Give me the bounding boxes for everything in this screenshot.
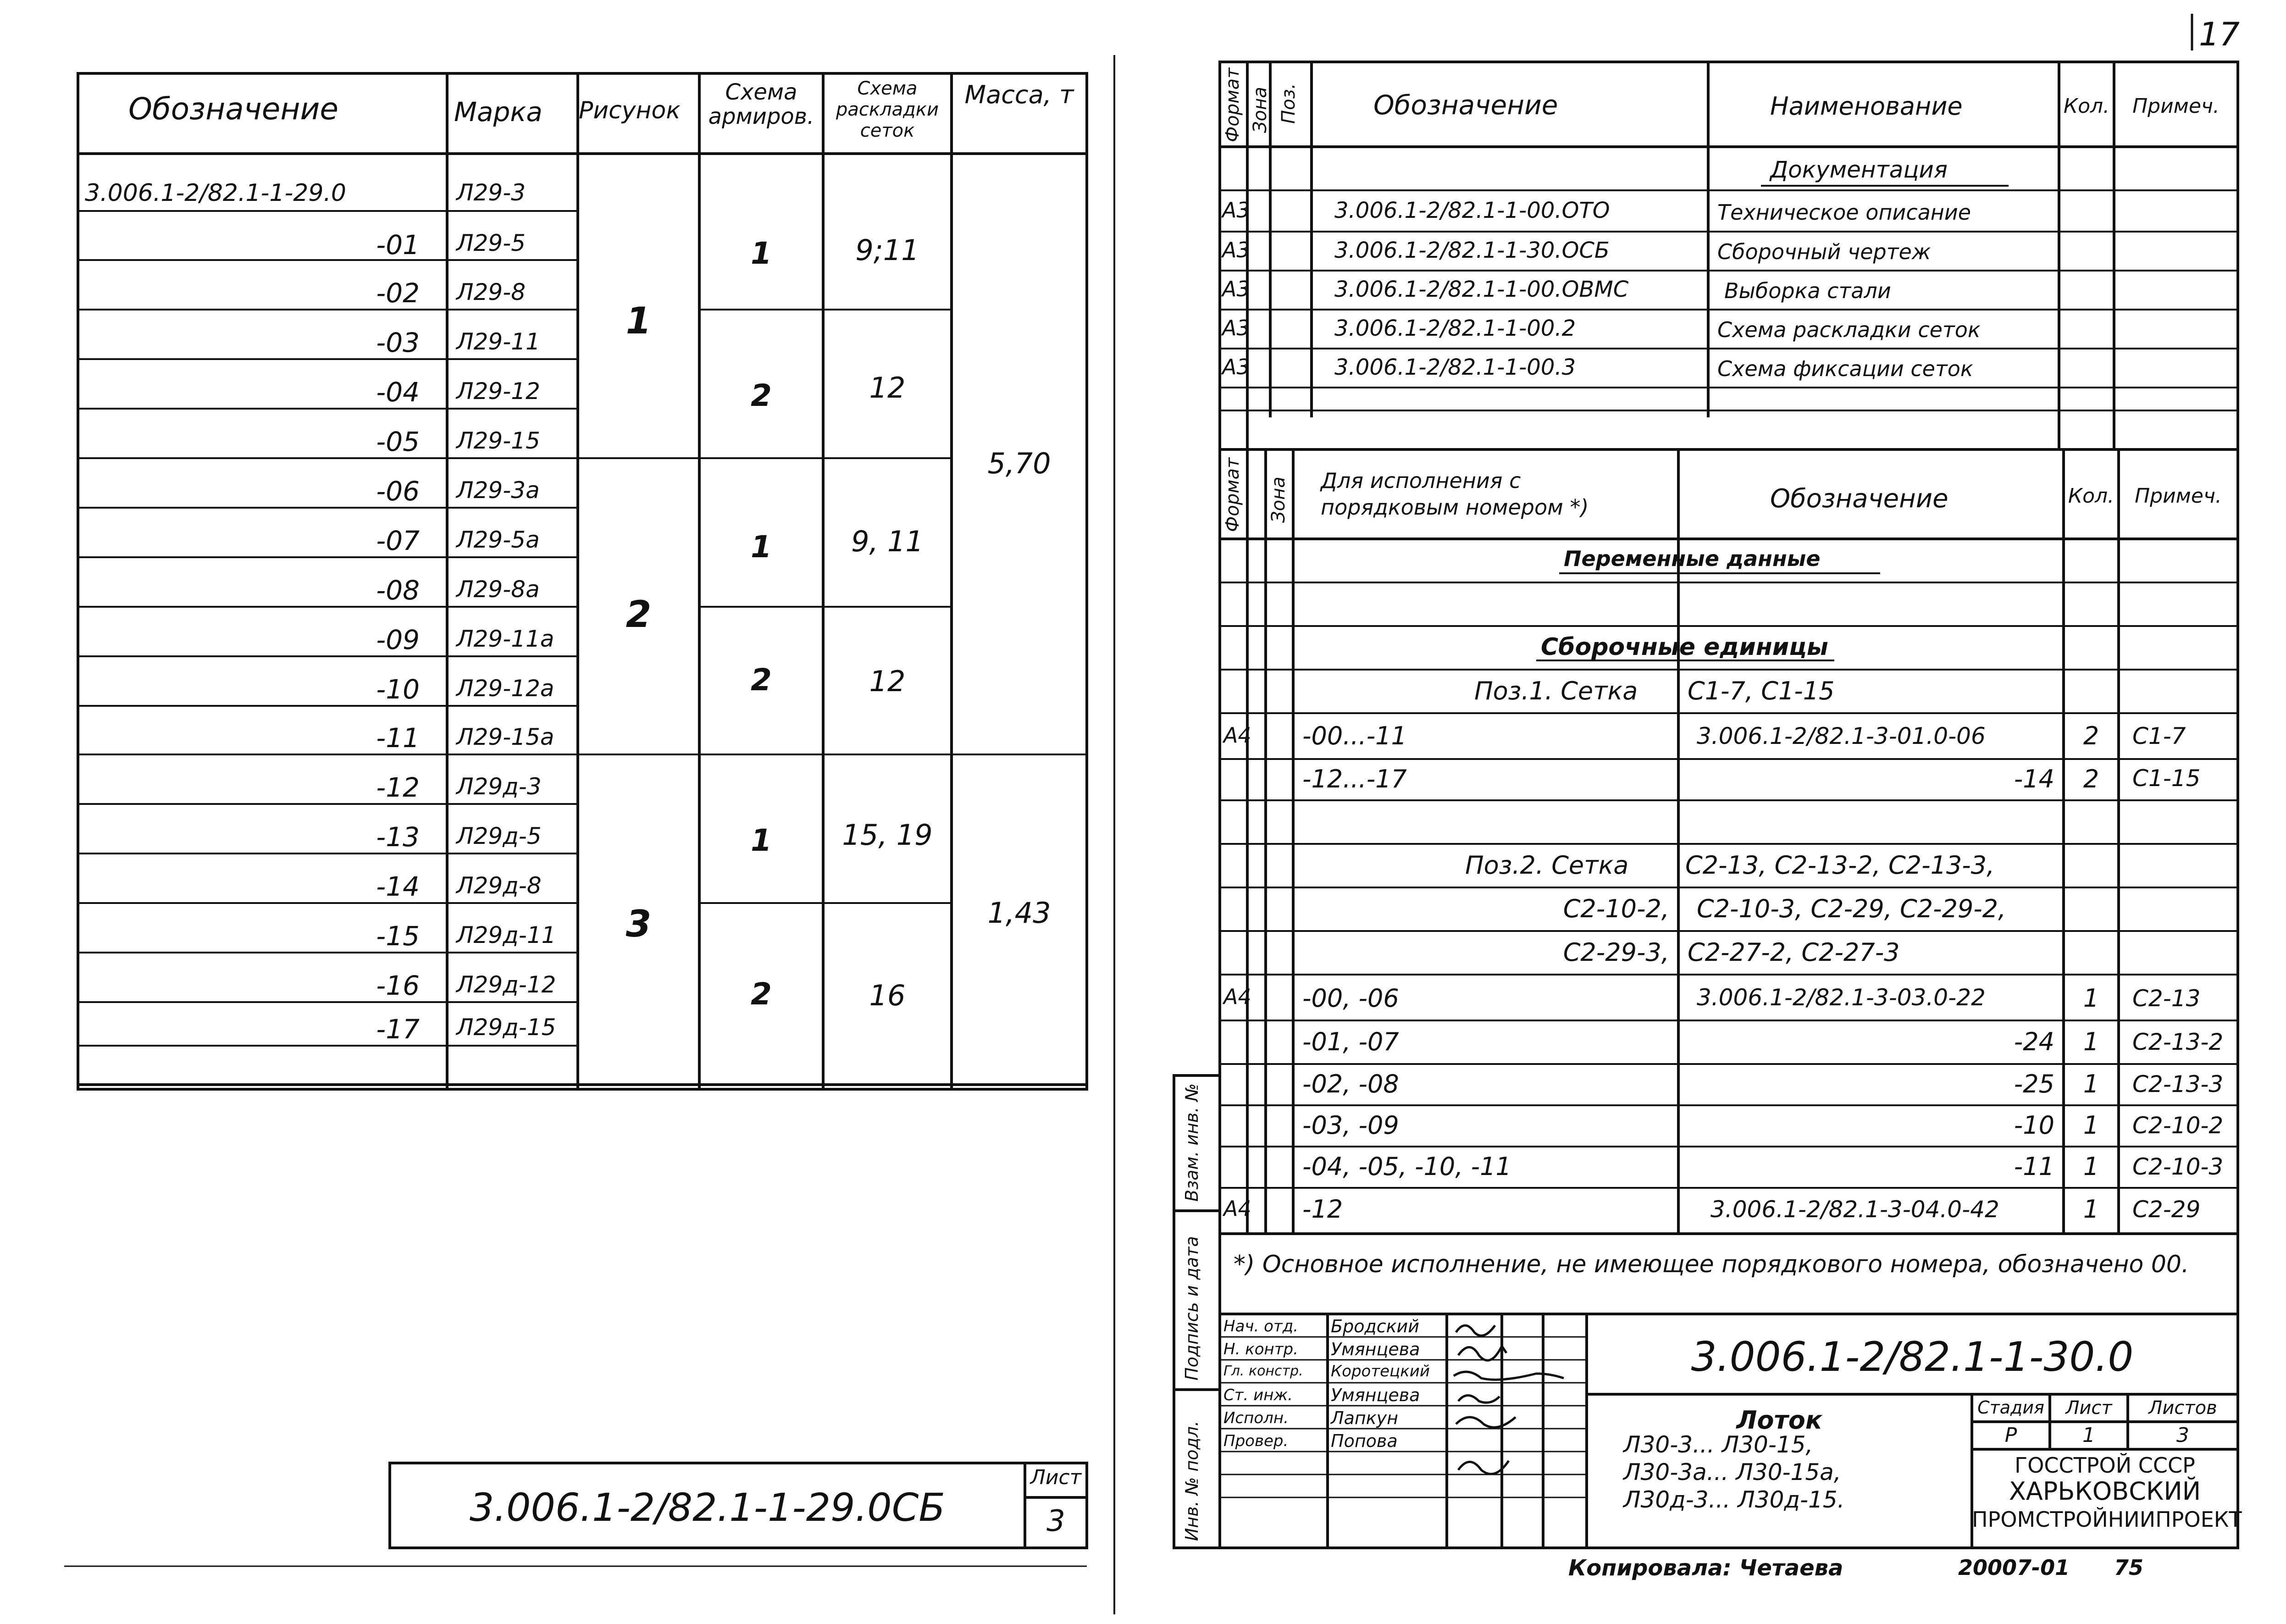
signer-name: Лапкун: [1331, 1408, 1398, 1428]
row-designation: -24: [2014, 1027, 2054, 1056]
left-stamp-code: 3.006.1-2/82.1-1-29.0СБ: [469, 1485, 946, 1530]
header-name: Наименование: [1770, 92, 1963, 121]
signer-role: Ст. инж.: [1223, 1386, 1293, 1404]
row-qty: 1: [2083, 1027, 2099, 1056]
row-exec: -02, -08: [1302, 1070, 1399, 1098]
row-note: С2-10-3: [2132, 1153, 2224, 1180]
row-qty: 2: [2083, 765, 2099, 793]
pos2-label: Поз.2. Сетка: [1465, 851, 1629, 880]
row-note: С2-29: [2132, 1196, 2201, 1223]
order-number: 20007-01: [1958, 1555, 2070, 1580]
doc-format: А3: [1222, 316, 1250, 340]
signer-role: Нач. отд.: [1223, 1317, 1299, 1336]
header-qty: Кол.: [2068, 484, 2114, 508]
mesh-scheme: 9;11: [855, 233, 919, 267]
copied-by: Копировала: Четаева: [1568, 1555, 1843, 1581]
sheets-label: Листов: [2148, 1397, 2217, 1419]
mesh-scheme: 12: [869, 665, 906, 698]
doc-name: Выборка стали: [1724, 278, 1891, 303]
doc-format: А3: [1222, 277, 1250, 301]
header-zone: Зона: [1268, 477, 1289, 523]
section-variable-data: Переменные данные: [1564, 546, 1821, 571]
product-variants: Л30д-3... Л30д-15.: [1623, 1486, 1845, 1513]
sheets-value: 3: [2176, 1424, 2189, 1447]
mesh-scheme: 9, 11: [851, 525, 924, 558]
header-note: Примеч.: [2135, 484, 2222, 508]
row-format: А4: [1223, 984, 1251, 1009]
row-exec: -12...-17: [1302, 765, 1407, 793]
row-designation: -14: [376, 871, 420, 902]
doc-format: А3: [1222, 355, 1250, 379]
row-qty: 1: [2083, 1152, 2099, 1181]
reinf-scheme: 1: [751, 823, 772, 858]
row-note: С1-15: [2132, 765, 2201, 792]
signer-role: Провер.: [1223, 1432, 1289, 1450]
row-designation: -08: [376, 575, 420, 606]
side-label-inventory: Инв. № подл.: [1182, 1420, 1202, 1541]
row-exec: -03, -09: [1302, 1111, 1399, 1140]
pos2-list-3: С2-27-2, С2-27-3: [1688, 938, 1900, 967]
section-assembly-units: Сборочные единицы: [1541, 633, 1828, 661]
product-variants: Л30-3а... Л30-15а,: [1623, 1459, 1841, 1485]
doc-designation: 3.006.1-2/82.1-1-00.3: [1334, 355, 1576, 380]
row-note: С1-7: [2132, 723, 2186, 749]
row-designation: -11: [376, 722, 420, 754]
row-exec: -12: [1302, 1195, 1343, 1224]
row-note: С2-13: [2132, 985, 2201, 1012]
row-designation: -04: [376, 377, 420, 408]
header-format: Формат: [1222, 67, 1243, 142]
row-mark: Л29-15: [456, 427, 540, 454]
row-mark: Л29д-12: [456, 971, 556, 998]
side-label-signature: Подпись и дата: [1182, 1236, 1202, 1380]
doc-name: Схема раскладки сеток: [1717, 317, 1981, 342]
row-designation: -05: [376, 426, 420, 457]
row-format: А4: [1223, 1196, 1251, 1221]
pos1-list: С1-7, С1-15: [1688, 676, 1835, 705]
row-format: А4: [1223, 723, 1251, 748]
header-qty: Кол.: [2063, 94, 2110, 118]
sheet-value: 1: [2082, 1424, 2095, 1447]
reinf-scheme: 2: [751, 976, 772, 1012]
signer-name: Бродский: [1331, 1316, 1419, 1336]
header-figure: Рисунок: [579, 97, 681, 124]
left-stamp-sheet-no: 3: [1046, 1504, 1065, 1538]
pos2-list-2: С2-10-3, С2-29, С2-29-2,: [1697, 894, 2006, 923]
mass-value: 5,70: [987, 447, 1051, 480]
left-stamp-sheet-label: Лист: [1030, 1466, 1082, 1489]
row-designation: -10: [376, 674, 420, 705]
row-designation: -02: [376, 277, 420, 309]
row-mark: Л29д-3: [456, 773, 542, 800]
figure-number: 3: [625, 903, 652, 945]
mass-value: 1,43: [987, 896, 1051, 930]
row-mark: Л29-8а: [456, 576, 540, 603]
figure-number: 2: [625, 593, 652, 636]
row-mark: Л29-11а: [456, 626, 554, 652]
row-mark: Л29-12а: [456, 675, 554, 702]
header-designation: Обозначение: [1770, 484, 1948, 514]
doc-name: Сборочный чертеж: [1717, 239, 1931, 264]
header-note: Примеч.: [2132, 94, 2220, 118]
doc-format: А3: [1222, 238, 1250, 262]
signer-name: Умянцева: [1331, 1385, 1420, 1405]
row-designation: -25: [2014, 1070, 2054, 1098]
header-format: Формат: [1222, 457, 1243, 532]
row-designation: 3.006.1-2/82.1-3-04.0-42: [1710, 1196, 1999, 1223]
doc-format: А3: [1222, 198, 1250, 222]
row-designation: -13: [376, 821, 420, 853]
footnote: *) Основное исполнение, не имеющее порядкового номера, обозначено 00.: [1234, 1251, 2189, 1278]
row-qty: 2: [2083, 721, 2099, 750]
row-designation: 3.006.1-2/82.1-3-01.0-06: [1697, 723, 1986, 749]
row-designation: -01: [376, 229, 420, 261]
row-designation: -12: [376, 772, 420, 803]
row-designation: -14: [2014, 765, 2054, 793]
signer-name: Коротецкий: [1331, 1362, 1430, 1380]
doc-designation: 3.006.1-2/82.1-1-00.2: [1334, 316, 1576, 341]
signer-name: Попова: [1331, 1431, 1398, 1451]
reinf-scheme: 2: [751, 378, 772, 413]
section-documentation: Документация: [1770, 156, 1948, 183]
doc-designation: 3.006.1-2/82.1-1-30.ОСБ: [1334, 238, 1610, 263]
header-zone: Зона: [1250, 87, 1271, 133]
row-note: С2-10-2: [2132, 1112, 2224, 1139]
header-scheme-reinf: Схема армиров.: [708, 79, 814, 129]
figure-number: 1: [625, 299, 652, 342]
doc-name: Схема фиксации сеток: [1717, 356, 1973, 381]
page-number: 75: [2114, 1555, 2144, 1580]
row-note: С2-13-3: [2132, 1071, 2224, 1097]
right-stamp-code: 3.006.1-2/82.1-1-30.0: [1691, 1333, 2134, 1380]
signer-role: Н. контр.: [1223, 1340, 1298, 1358]
org-line: ХАРЬКОВСКИЙ: [2009, 1477, 2201, 1506]
row-designation: -03: [376, 327, 420, 358]
row-designation: -16: [376, 970, 420, 1001]
mesh-scheme: 15, 19: [842, 818, 933, 852]
row-mark: Л29-3: [456, 179, 526, 206]
stage-value: Р: [2004, 1424, 2017, 1447]
signer-role: Гл. констр.: [1223, 1363, 1303, 1379]
stage-label: Стадия: [1977, 1397, 2044, 1418]
header-mass: Масса, т: [964, 80, 1074, 109]
row-qty: 1: [2083, 984, 2099, 1013]
row-mark: Л29-5а: [456, 527, 540, 553]
row-mark: Л29д-11: [456, 922, 556, 948]
row-designation: -06: [376, 476, 420, 507]
row-designation: -11: [2014, 1152, 2054, 1181]
pos2-list-1: С2-13, С2-13-2, С2-13-3,: [1685, 851, 1995, 880]
row-exec: -04, -05, -10, -11: [1302, 1152, 1511, 1181]
row-qty: 1: [2083, 1195, 2099, 1224]
doc-designation: 3.006.1-2/82.1-1-00.ОТО: [1334, 198, 1610, 223]
row-mark: Л29-12: [456, 378, 540, 405]
header-scheme-mesh: Схема раскладки сеток: [836, 78, 939, 141]
doc-name: Техническое описание: [1717, 200, 1971, 225]
side-label-replace: Взам. инв. №: [1182, 1083, 1202, 1202]
row-mark: Л29-15а: [456, 724, 554, 750]
row-designation: -17: [376, 1014, 420, 1045]
row-designation: -10: [2014, 1111, 2054, 1140]
row-designation: 3.006.1-2/82.1-1-29.0: [85, 179, 347, 207]
pos1-label: Поз.1. Сетка: [1474, 676, 1638, 705]
org-line: ПРОМСТРОЙНИИПРОЕКТ: [1972, 1507, 2242, 1532]
page-mark: 17: [2199, 16, 2240, 53]
row-exec: -00...-11: [1302, 721, 1407, 750]
row-exec: -00, -06: [1302, 984, 1399, 1013]
product-variants: Л30-3... Л30-15,: [1623, 1431, 1813, 1458]
row-designation: -09: [376, 624, 420, 655]
row-mark: Л29-11: [456, 328, 540, 355]
row-mark: Л29-3а: [456, 477, 540, 504]
row-mark: Л29д-15: [456, 1014, 556, 1041]
org-line: ГОССТРОЙ СССР: [2015, 1453, 2195, 1478]
header-for-execution: Для исполнения с порядковым номером *): [1321, 468, 1589, 520]
reinf-scheme: 1: [751, 236, 772, 271]
row-mark: Л29-8: [456, 279, 526, 305]
mesh-scheme: 12: [869, 371, 906, 405]
doc-designation: 3.006.1-2/82.1-1-00.ОВМС: [1334, 277, 1629, 302]
header-pos: Поз.: [1278, 83, 1299, 124]
row-mark: Л29-5: [456, 230, 526, 256]
row-mark: Л29д-5: [456, 823, 542, 849]
row-note: С2-13-2: [2132, 1029, 2224, 1055]
row-exec: -01, -07: [1302, 1027, 1399, 1056]
sheet-label: Лист: [2065, 1397, 2112, 1419]
row-qty: 1: [2083, 1070, 2099, 1098]
header-designation: Обозначение: [128, 91, 338, 127]
reinf-scheme: 1: [751, 529, 772, 565]
row-designation: 3.006.1-2/82.1-3-03.0-22: [1697, 984, 1986, 1011]
signer-role: Исполн.: [1223, 1409, 1289, 1427]
pos2-left-2: С2-10-2,: [1563, 894, 1669, 923]
product-title: Лоток: [1736, 1406, 1822, 1435]
mesh-scheme: 16: [869, 979, 906, 1012]
row-qty: 1: [2083, 1111, 2099, 1140]
row-designation: -15: [376, 920, 420, 952]
row-mark: Л29д-8: [456, 872, 542, 899]
header-mark: Марка: [454, 96, 542, 127]
pos2-left-3: С2-29-3,: [1563, 938, 1669, 967]
header-designation: Обозначение: [1373, 89, 1558, 121]
signer-name: Умянцева: [1331, 1339, 1420, 1359]
row-designation: -07: [376, 525, 420, 556]
reinf-scheme: 2: [751, 662, 772, 698]
